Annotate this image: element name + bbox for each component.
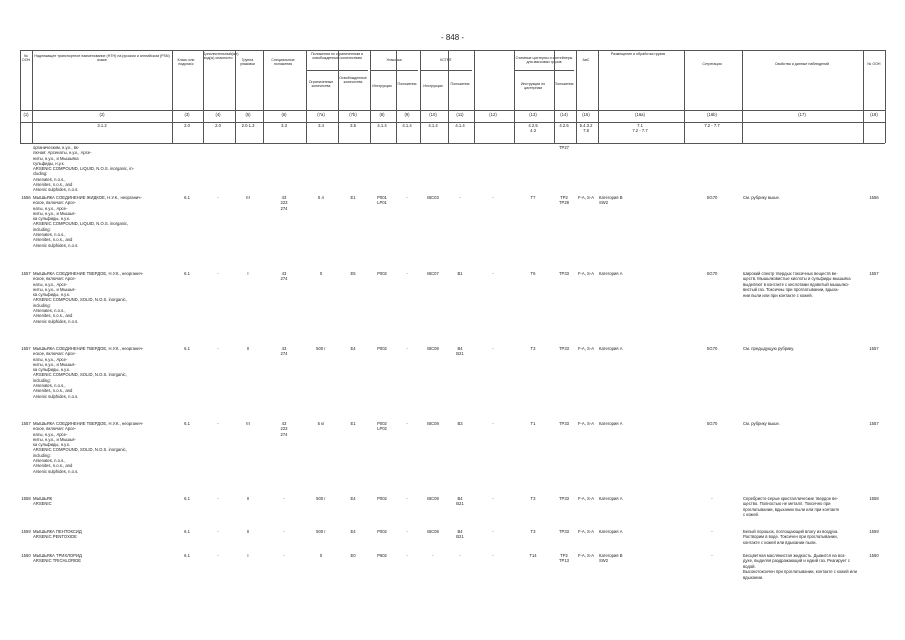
table-cell-segregation: - [711,496,713,501]
table-cell-packing-group: I [247,553,249,558]
table-cell-packing-provision: - [406,529,408,534]
header-tanks: Съемные цистерны и контейнеры для массовых грузов [515,56,573,65]
table-cell-tank-provision: TP27 [558,145,569,150]
table-cell-special-provisions: - [283,496,285,501]
table-cell-limited-quantity: 500 г [316,529,326,534]
column-reference: 4.1.4 [377,123,387,128]
table-cell-class: 6.1 [184,421,190,426]
table-cell-ibc-instruction: IBC08 [427,496,439,501]
table-cell-limited-quantity: 0 [319,553,323,558]
table-cell-proper-shipping-name: МЫШЬЯКА СОЕДИНЕНИЕ ТВЕРДОЕ, Н.У.К., неорганич- еское, включая: Арсе- наты, н.у.к., Арсе- ниты, н.у.к., и Мышья- ка сульфиды, н.у.к. ARSENIC COMPOUND, SOLID, N.O.S. inorganic, including: Arsenates, n.o.s., Arsenites, n.o.s., and Arsenic sulphides, n.o.s. [33,271,144,324]
table-cell-ibc-instruction: IBC03 [427,195,439,200]
table-cell-packing-instruction: P002 LP02 [377,421,387,432]
table-cell-packing-group: II [246,346,250,351]
table-cell-tank-instruction: T1 [530,421,536,426]
table-cell-segregation: - [711,529,713,534]
table-cell-tank-instruction: T3 [530,529,536,534]
table-cell-un-number-right: 1557 [869,346,879,351]
table-cell-stowage: Категория A [599,271,623,276]
table-cell-segregation: SG70 [706,271,718,276]
table-cell-ibc-provision: - [459,553,461,558]
table-cell-segregation: SG70 [706,195,718,200]
column-number: (18) [870,112,878,117]
table-cell-proper-shipping-name: органическим, н.у.к., вк- лючая: Арсенаты, н.у.к., Арсе- ниты, н.у.к., и Мышьяка сульфиды, н.у.к. ARSENIC COMPOUND, LIQUID, N.O.S. inorganic, in- cluding: Arsenates, n.o.s., Arsenites, n.o.s., and Arsenic sulphides, n.o.s. [33,145,134,193]
table-cell-limited-quantity: 0 [319,271,323,276]
table-cell-ems: F-A, S-A [577,346,595,351]
column-rule [370,50,371,143]
table-cell-un-number-right: 1560 [869,553,879,558]
header-rule-numbers [20,110,885,111]
header-bottom-rule [20,143,885,144]
table-cell-class: 6.1 [184,496,190,501]
column-number: (7a) [317,112,325,117]
column-number: (1) [23,112,29,117]
table-cell-ibc-provision: B4 B21 [456,529,464,540]
header-class: Класс или подкласс [177,58,195,67]
column-rule [598,50,599,143]
table-cell-packing-provision: - [406,496,408,501]
table-cell-tank-provision: TP2 TP28 [558,195,569,206]
table-cell-class: 6.1 [184,529,190,534]
header-properties: Свойства и данные наблюдений [774,62,830,66]
column-number: (13) [529,112,537,117]
table-cell-ems: F-A, S-A [577,271,595,276]
table-cell-subsidiary-hazard: - [217,271,219,276]
table-cell-subsidiary-hazard: - [217,529,219,534]
table-cell-ibc-instruction: IBC07 [427,271,439,276]
table-cell-un-number-right: 1559 [869,529,879,534]
table-cell-un-number: 1556 [21,195,31,200]
table-cell-packing-instruction: P001 LP01 [377,195,387,206]
table-cell-class: 6.1 [184,271,190,276]
table-cell-stowage: Категория B SW2 [599,195,623,206]
column-number: (16b) [707,112,717,117]
column-rule [338,50,339,143]
column-rule [32,50,33,143]
table-top-rule [20,50,885,51]
table-cell-excepted-quantity: E4 [350,529,356,534]
column-rule [514,50,515,143]
column-reference: 2.0 [184,123,190,128]
table-cell-packing-group: II [246,529,250,534]
group-heading-rule [514,70,574,71]
table-cell-excepted-quantity: E1 [350,195,356,200]
column-number: (12) [489,112,497,117]
table-cell-proper-shipping-name: МЫШЬЯКА СОЕДИНЕНИЕ ТВЕРДОЕ, Н.У.К., неорганич- еское, включая: Арсе- наты, н.у.к., Арсе- ниты, н.у.к., и Мышья- ка сульфиды, н.у.к. ARSENIC COMPOUND, SOLID, N.O.S. inorganic, including: Arsenates, n.o.s., Arsenites, n.o.s., and Arsenic sulphides, n.o.s. [33,346,144,399]
column-reference: 3.5 [350,123,356,128]
table-cell-excepted-quantity: E4 [350,496,356,501]
table-cell-class: 6.1 [184,553,190,558]
table-cell-class: 6.1 [184,346,190,351]
column-reference: 4.2.5 4.3 [528,123,538,134]
header-subsidiary: Дополнительный(ые) вид(ы) опасности [203,52,239,61]
table-cell-subsidiary-hazard: - [217,421,219,426]
column-number: (17) [798,112,806,117]
table-cell-ems: F-A, S-A [577,553,595,558]
table-cell-un-number: 1557 [21,346,31,351]
column-rule [863,50,864,143]
column-rule [448,50,449,143]
table-cell-packing-group: III [246,195,250,200]
table-cell-excepted-quantity: E1 [350,421,356,426]
header-ibc: КСГМГ [440,58,452,62]
table-cell-tank-provision: TP33 [558,496,569,501]
table-cell-ems: F-A, S-A [577,195,595,200]
table-cell-ibc-provision: - [459,195,461,200]
table-cell-limited-quantity: 500 г [316,346,326,351]
header-tank-instructions: Инструкции по цистернам [520,82,546,91]
table-cell-un-number: 1559 [21,529,31,534]
table-cell-ibc-provision: B3 [457,421,463,426]
column-reference: 3.4 [318,123,324,128]
table-cell-segregation: - [711,553,713,558]
table-cell-excepted-quantity: E4 [350,346,356,351]
header-name: Надлежащее транспортное наименование (НТН) на русском и английском (PSN) языке [34,54,170,63]
table-cell-un-number: 1560 [21,553,31,558]
header-segregation: Сегрегация [702,62,722,66]
column-number: (7b) [349,112,357,117]
table-cell-properties: См. рубрику выше. [743,195,780,200]
table-cell-stowage: Категория B SW2 [599,553,623,564]
column-reference: 3.3 [281,123,287,128]
table-cell-tank-instruction: T7 [530,195,536,200]
table-cell-subsidiary-hazard: - [217,496,219,501]
header-packaging-instructions: Инструкции [372,84,392,88]
column-rule [203,50,204,143]
group-heading-rule [306,70,368,71]
header-special-provisions: Специальные положения [271,58,295,67]
table-cell-column-12: - [492,346,494,351]
column-number: (2) [99,112,105,117]
column-rule [263,50,264,143]
table-cell-subsidiary-hazard: - [217,195,219,200]
column-reference: 7.1 7.2 - 7.7 [632,123,648,134]
column-rule [420,50,421,143]
table-cell-un-number: 1557 [21,421,31,426]
table-cell-packing-instruction: P002 [377,346,387,351]
column-number: (15) [582,112,590,117]
column-number: (4) [215,112,221,117]
table-cell-special-provisions: 43 223 274 [280,195,288,211]
header-ems: АвС [582,58,590,62]
table-cell-ibc-provision: B4 B21 [456,346,464,357]
table-cell-stowage: Категория A [599,421,623,426]
table-cell-ems: F-A, S-A [577,496,595,501]
column-number: (9) [404,112,410,117]
table-cell-ems: F-A, S-A [577,421,595,426]
page-number: - 848 - [440,33,465,42]
table-cell-tank-instruction: T6 [530,271,536,276]
table-cell-properties: См. рубрику выше. [743,421,780,426]
table-cell-packing-group: I [247,271,249,276]
table-cell-packing-instruction: P002 [377,529,387,534]
table-cell-tank-provision: TP33 [558,346,569,351]
table-cell-properties: Широкий спектр твердых токсичных веществ ве- ществ. Мышьяковистые кислоты и сульфиды мышьяка выделяют в контакте с кислотами ядовитый мышьяко- вистый газ. Токсичны при проглатывании, вдыха- нии пыли или при контакте с кожей. [743,271,851,298]
column-number: (11) [456,112,464,117]
header-tank-provisions: Положения [554,82,574,86]
column-reference: 2.0 [215,123,221,128]
table-cell-tank-provision: TP33 [558,529,569,534]
table-cell-ems: F-A, S-A [577,529,595,534]
column-number: (3) [184,112,190,117]
column-reference: 4.2.5 [559,123,569,128]
table-cell-packing-provision: - [406,553,408,558]
table-cell-special-provisions: - [283,553,285,558]
table-cell-packing-provision: - [406,195,408,200]
header-packing-group: Группа упаковки [240,58,255,67]
table-cell-packing-provision: - [406,271,408,276]
column-reference: 3.1.2 [97,123,107,128]
table-cell-proper-shipping-name: МЫШЬЯК ARSENIC [33,496,53,507]
table-cell-limited-quantity: 500 г [316,496,326,501]
table-cell-un-number-right: 1557 [869,421,879,426]
column-number: (6) [281,112,287,117]
table-cell-tank-instruction: T3 [530,346,536,351]
column-rule [576,50,577,143]
table-cell-packing-group: III [246,421,250,426]
table-cell-packing-provision: - [406,421,408,426]
table-cell-tank-instruction: T3 [530,496,536,501]
table-cell-ibc-provision: B4 B21 [456,496,464,507]
table-cell-un-number: 1558 [21,496,31,501]
table-cell-excepted-quantity: E0 [350,553,356,558]
column-number: (5) [245,112,251,117]
column-rule [235,50,236,143]
table-cell-column-12: - [492,271,494,276]
column-reference: 4.1.4 [428,123,438,128]
column-number: (10) [429,112,437,117]
table-cell-packing-instruction: P002 [377,271,387,276]
table-cell-packing-instruction: P602 [377,553,387,558]
table-cell-excepted-quantity: E5 [350,271,356,276]
header-excepted-quantities: Освобожденные количества [339,76,367,85]
table-cell-ibc-instruction: IBC08 [427,346,439,351]
group-heading-rule [370,70,418,71]
column-rule [742,50,743,143]
table-cell-proper-shipping-name: МЫШЬЯКА СОЕДИНЕНИЕ ЖИДКОЕ, Н.У.К., неорганич- еское, включая: Арсе- наты, н.у.к., Арсе- ниты, н.у.к., и Мышья- ка сульфиды, н.у.к. ARSENIC COMPOUND, LIQUID, N.O.S. inorganic, including: Arsenates, n.o.s., Arsenites, n.o.s., and Arsenic sulphides, n.o.s. [33,195,142,248]
table-cell-column-12: - [492,496,494,501]
table-cell-stowage: Категория A [599,346,623,351]
table-cell-proper-shipping-name: МЫШЬЯКА ТРИХЛОРИД ARSENIC TRICHLORIDE [33,553,82,564]
group-heading-rule [420,70,472,71]
table-cell-un-number-right: 1557 [869,271,879,276]
table-cell-properties: Серебристо-серые кристаллические твердое ве- щество. Полностью не металл. Токсично при проглатывании, вдыхании пыли или при контакте с кожей. [743,496,840,518]
header-limited-quantities: Ограниченные количества [308,80,334,89]
table-cell-column-12: - [492,553,494,558]
header-packaging-provisions: Положения [397,82,417,86]
table-cell-limited-quantity: 5 кг [317,421,325,426]
table-cell-un-number-right: 1556 [869,195,879,200]
column-rule [20,50,21,143]
column-number: (16a) [635,112,645,117]
column-rule [474,50,475,143]
column-reference: 5.4.3.2 7.8 [579,123,593,134]
table-cell-proper-shipping-name: МЫШЬЯКА СОЕДИНЕНИЕ ТВЕРДОЕ, Н.У.К., неорганич- еское, включая: Арсе- наты, н.у.к., Арсе- ниты, н.у.к., и Мышья- ка сульфиды, н.у.к. ARSENIC COMPOUND, SOLID, N.O.S. inorganic, including: Arsenates, n.o.s., Arsenites, n.o.s., and Arsenic sulphides, n.o.s. [33,421,144,474]
column-reference: 2.0.1.3 [241,123,255,128]
table-cell-tank-provision: TP2 TP13 [558,553,569,564]
table-cell-tank-instruction: T14 [529,553,537,558]
header-limited-excepted: Положения по ограниченным и освобожденным количествам [310,52,364,61]
header-un-no-right: № ООН [867,62,881,66]
column-reference: 4.1.4 [455,123,465,128]
table-cell-ibc-instruction: - [432,553,434,558]
table-cell-column-12: - [492,195,494,200]
table-cell-subsidiary-hazard: - [217,553,219,558]
table-cell-properties: См. предыдущую рубрику. [743,346,795,351]
table-cell-packing-group: II [246,496,250,501]
table-cell-tank-provision: TP33 [558,421,569,426]
header-packaging: Упаковка [386,58,402,62]
column-rule [684,50,685,143]
table-cell-ibc-provision: B1 [457,271,463,276]
column-rule [554,50,555,143]
table-cell-column-12: - [492,529,494,534]
table-cell-special-provisions: 43 274 [280,346,288,357]
table-cell-ibc-instruction: IBC08 [427,529,439,534]
header-ibc-instructions: Инструкции [423,84,443,88]
column-reference: 7.2 - 7.7 [704,123,720,128]
table-cell-ibc-instruction: IBC08 [427,421,439,426]
table-cell-segregation: SG70 [706,421,718,426]
table-cell-subsidiary-hazard: - [217,346,219,351]
header-ibc-provisions: Положения [450,82,470,86]
column-number: (14) [560,112,568,117]
column-rule [885,50,886,143]
table-cell-class: 6.1 [184,195,190,200]
column-number: (8) [379,112,385,117]
table-cell-packing-provision: - [406,346,408,351]
table-cell-stowage: Категория A [599,529,623,534]
table-cell-column-12: - [492,421,494,426]
table-cell-stowage: Категория A [599,496,623,501]
column-reference: 4.1.4 [402,123,412,128]
table-cell-un-number-right: 1558 [869,496,879,501]
table-cell-special-provisions: 43 274 [280,271,288,282]
table-cell-proper-shipping-name: МЫШЬЯКА ПЕНТОКСИД ARSENIC PENTOXIDE [33,529,82,540]
column-rule [306,50,307,143]
column-rule [396,50,397,143]
table-cell-properties: Белый порошок, поглощающий влагу из воздуха. Растворим в воде. Токсичен при проглатывании, контакте с кожей или вдыхании пыли. [743,529,839,545]
header-un-no: № ООН [21,54,31,63]
table-cell-un-number: 1557 [21,271,31,276]
table-cell-properties: Бесцветная маслянистая жидкость. Дымится на воз- духе, выделяя раздражающий и едкий газ. Реагирует с водой. Высокотоксичен при проглатывании, контакте с кожей или вдыхании. [743,553,857,580]
column-rule [172,50,173,143]
table-cell-packing-instruction: P002 [377,496,387,501]
table-cell-segregation: SG70 [706,346,718,351]
header-stowage: Размещение и обработка грузов [610,52,666,56]
table-cell-tank-provision: TP33 [558,271,569,276]
table-cell-limited-quantity: 5 л [318,195,324,200]
table-cell-special-provisions: 43 223 274 [280,421,288,437]
table-cell-special-provisions: - [283,529,285,534]
